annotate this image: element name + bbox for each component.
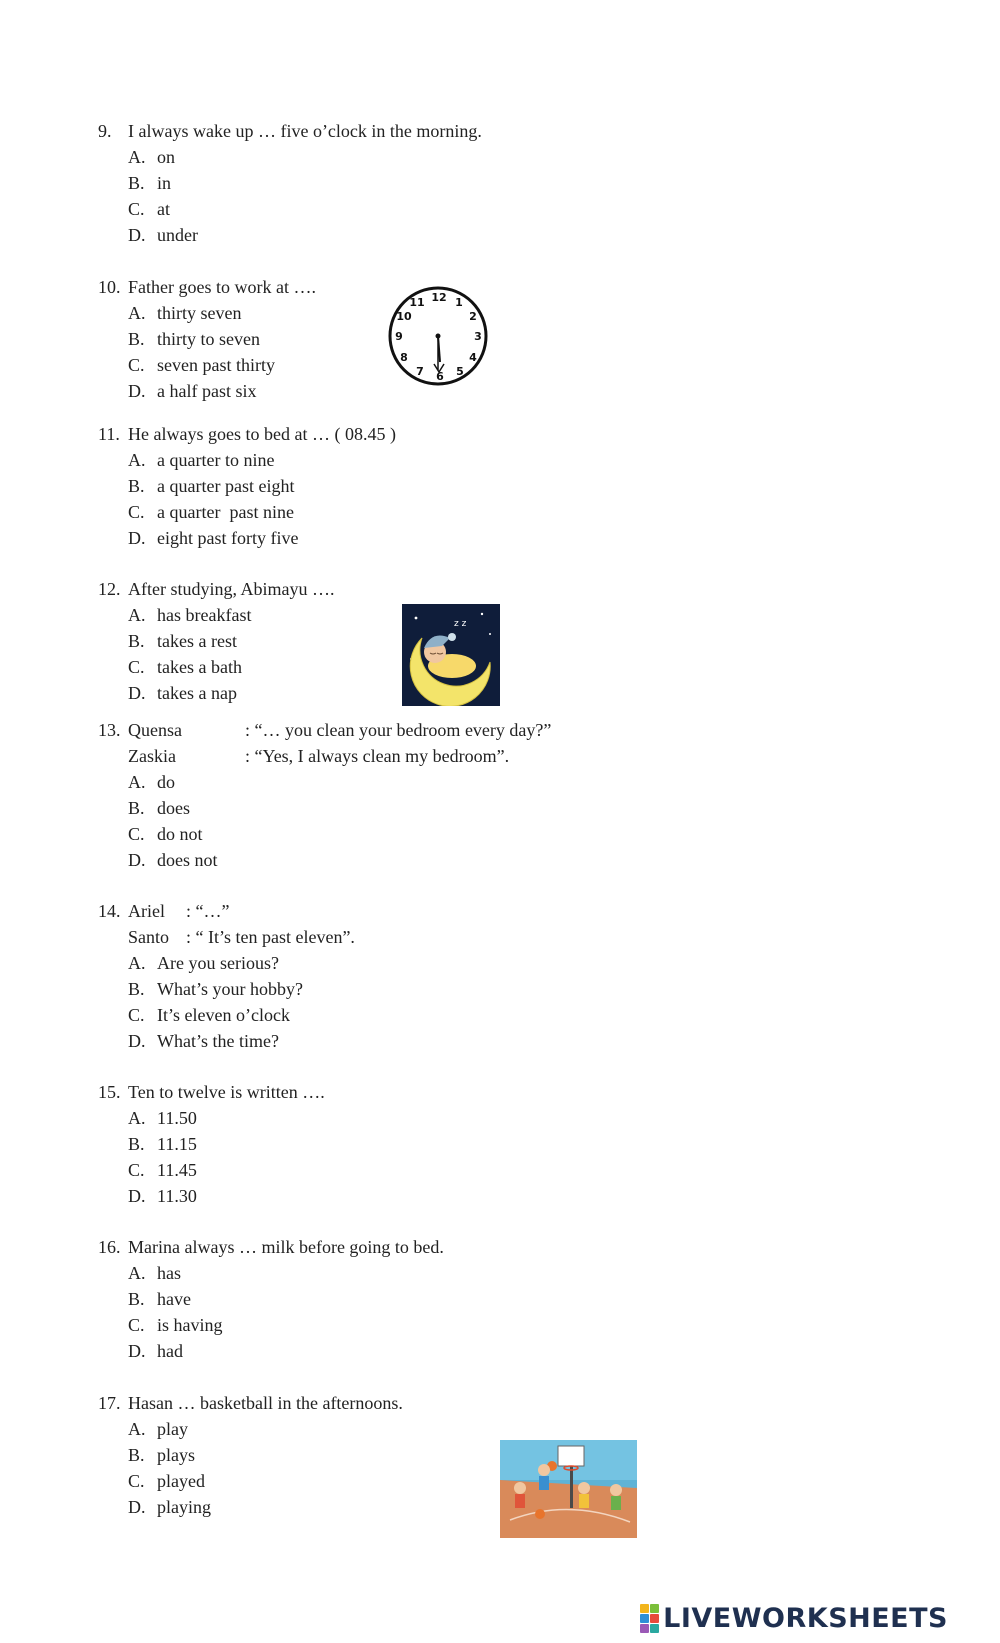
option-a[interactable]: A. a quarter to nine: [128, 450, 275, 470]
question-14: [98, 898, 718, 1054]
clock-numeral-2: 2: [469, 310, 477, 323]
option-a[interactable]: A. do: [128, 772, 175, 792]
option-b[interactable]: B. thirty to seven: [128, 329, 260, 349]
option-d[interactable]: D. under: [128, 225, 198, 245]
question-number: 12.: [98, 579, 121, 599]
dialog-line-2: [98, 743, 718, 769]
option-b[interactable]: B. What’s your hobby?: [128, 979, 303, 999]
sleeping-child-moon-image: [402, 604, 500, 706]
question-15: [98, 1079, 718, 1209]
speaker-name: Santo: [128, 927, 170, 947]
question-stem: Ten to twelve is written ….: [128, 1082, 325, 1102]
option-b[interactable]: B. does: [128, 798, 190, 818]
option-a[interactable]: A. Are you serious?: [128, 953, 279, 973]
question-number: 16.: [98, 1237, 121, 1257]
clock-numeral-12: 12: [431, 291, 447, 304]
question-11: [98, 421, 718, 551]
question-number: 11.: [98, 424, 120, 444]
option-b[interactable]: B. a quarter past eight: [128, 476, 295, 496]
speaker-name: Quensa: [128, 720, 182, 740]
option-a[interactable]: A. play: [128, 1419, 188, 1439]
option-d[interactable]: D. a half past six: [128, 381, 257, 401]
dialog-text: : “… you clean your bedroom every day?”: [245, 720, 552, 740]
option-a[interactable]: A. 11.50: [128, 1108, 197, 1128]
question-number: 17.: [98, 1393, 121, 1413]
clock-numeral-4: 4: [469, 351, 477, 364]
clock-numeral-1: 1: [455, 296, 463, 309]
option-d[interactable]: D. playing: [128, 1497, 211, 1517]
option-c[interactable]: C. played: [128, 1471, 205, 1491]
question-stem: I always wake up … five o’clock in the morning.: [128, 121, 482, 141]
question-number: 10.: [98, 277, 121, 297]
backboard: [558, 1446, 584, 1466]
brand-grid-icon: [640, 1604, 659, 1633]
dialog-text: : “Yes, I always clean my bedroom”.: [245, 746, 510, 766]
dialog-text: : “ It’s ten past eleven”.: [186, 927, 355, 947]
clock-numeral-3: 3: [474, 330, 482, 343]
option-c[interactable]: C. at: [128, 199, 170, 219]
question-16: [98, 1234, 718, 1364]
option-c[interactable]: C. seven past thirty: [128, 355, 275, 375]
liveworksheets-logo: [640, 1603, 948, 1633]
option-d[interactable]: D. does not: [128, 850, 218, 870]
option-c[interactable]: C. is having: [128, 1315, 223, 1335]
clock-numeral-8: 8: [400, 351, 408, 364]
option-d[interactable]: D. had: [128, 1341, 183, 1361]
option-c[interactable]: C. takes a bath: [128, 657, 242, 677]
option-b[interactable]: B. takes a rest: [128, 631, 237, 651]
option-b[interactable]: B. plays: [128, 1445, 195, 1465]
speaker-name: Zaskia: [128, 746, 176, 766]
option-a[interactable]: A. thirty seven: [128, 303, 242, 323]
question-9: [98, 118, 718, 248]
option-b[interactable]: B. have: [128, 1289, 191, 1309]
clock-numeral-11: 11: [409, 296, 425, 309]
dialog-line-1: [98, 898, 718, 924]
clock-numeral-10: 10: [396, 310, 412, 323]
question-number: 13.: [98, 720, 121, 740]
question-number: 14.: [98, 901, 121, 921]
option-c[interactable]: C. It’s eleven o’clock: [128, 1005, 290, 1025]
clock-numeral-6: 6: [436, 370, 444, 383]
clock-image: [386, 284, 490, 388]
question-stem: Hasan … basketball in the afternoons.: [128, 1393, 403, 1413]
dialog-text: : “…”: [186, 901, 230, 921]
option-a[interactable]: A. has: [128, 1263, 181, 1283]
clock-center: [436, 334, 441, 339]
basketball-kids-image: [500, 1440, 637, 1538]
speaker-name: Ariel: [128, 901, 165, 921]
clock-numeral-5: 5: [456, 365, 464, 378]
option-b[interactable]: B. 11.15: [128, 1134, 197, 1154]
question-stem: Father goes to work at ….: [128, 277, 316, 297]
clock-numeral-9: 9: [395, 330, 403, 343]
brand-text: LIVEWORKSHEETS: [663, 1602, 948, 1634]
question-number: 9.: [98, 121, 112, 141]
snore-zz: z z: [454, 619, 467, 629]
option-a[interactable]: A. on: [128, 147, 175, 167]
option-a[interactable]: A. has breakfast: [128, 605, 252, 625]
option-c[interactable]: C. 11.45: [128, 1160, 197, 1180]
question-stem: He always goes to bed at … ( 08.45 ): [128, 424, 396, 444]
question-stem: After studying, Abimayu ….: [128, 579, 335, 599]
option-b[interactable]: B. in: [128, 173, 172, 193]
dialog-line-2: [98, 924, 718, 950]
question-stem: Marina always … milk before going to bed.: [128, 1237, 444, 1257]
dialog-line-1: [98, 717, 718, 743]
option-d[interactable]: D. What’s the time?: [128, 1031, 279, 1051]
option-c[interactable]: C. a quarter past nine: [128, 502, 294, 522]
question-13: [98, 717, 718, 873]
option-c[interactable]: C. do not: [128, 824, 203, 844]
clock-numeral-7: 7: [416, 365, 424, 378]
option-d[interactable]: D. 11.30: [128, 1186, 197, 1206]
option-d[interactable]: D. takes a nap: [128, 683, 237, 703]
question-number: 15.: [98, 1082, 121, 1102]
option-d[interactable]: D. eight past forty five: [128, 528, 299, 548]
